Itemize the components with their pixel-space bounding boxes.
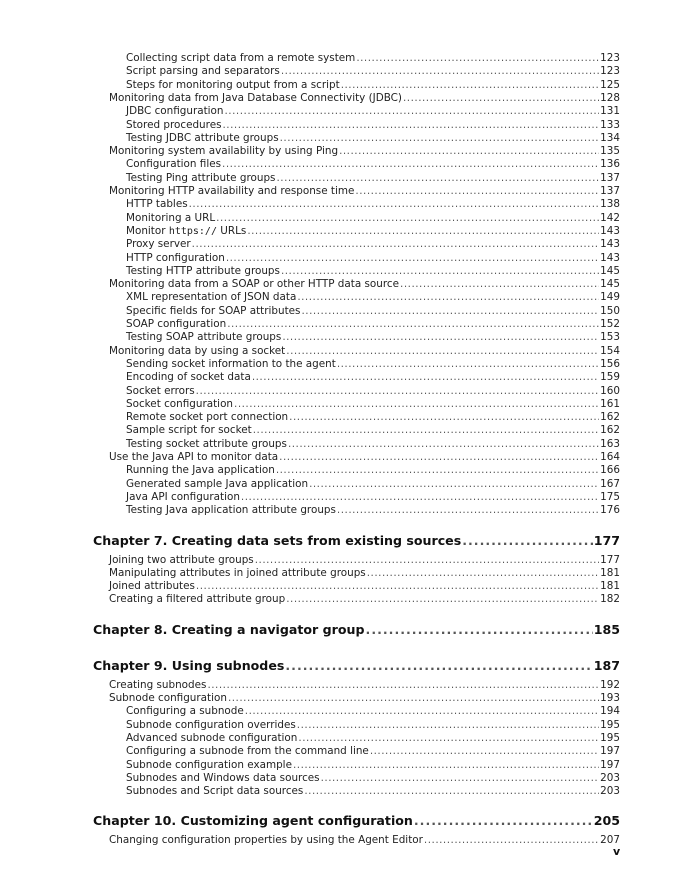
toc-entry-title: HTTP configuration [126, 251, 225, 264]
toc-leader-dots [192, 238, 599, 251]
toc-page-number: 123 [600, 65, 620, 78]
toc-entry-title: Steps for monitoring output from a script [126, 78, 340, 91]
toc-entry[interactable] [109, 580, 620, 593]
toc-page-number: 156 [600, 357, 620, 370]
toc-page-number: 164 [600, 451, 620, 463]
toc-leader-dots [234, 398, 599, 411]
toc-leader-dots [196, 580, 599, 593]
toc-entry-title: Specific fields for SOAP attributes [126, 304, 301, 317]
toc-leader-dots [276, 172, 599, 185]
toc-page-number: 145 [600, 264, 620, 277]
toc-page-number: 149 [600, 291, 620, 304]
toc-page-number: 207 [600, 834, 620, 847]
toc-entry-title: Monitoring data from Java Database Connectivity (JDBC) [109, 91, 402, 104]
toc-leader-dots [288, 438, 599, 451]
toc-leader-dots [223, 119, 600, 132]
toc-entry-title: Monitoring data from a SOAP or other HTTP data source [109, 278, 400, 291]
toc-page-number: 162 [600, 424, 620, 437]
toc-page-number: 150 [600, 304, 620, 317]
toc-leader-dots [276, 464, 599, 477]
toc-entry-title: Testing HTTP attribute groups [126, 264, 280, 277]
toc-entry-title: Socket errors [126, 384, 195, 397]
toc-page-number: 136 [600, 158, 620, 171]
toc-leader-dots [339, 145, 599, 158]
toc-page-number: 145 [600, 278, 620, 291]
toc-entry-title: Joining two attribute groups [109, 553, 254, 566]
toc-entry-title: Sending socket information to the agent [126, 357, 336, 370]
toc-page-number: 137 [600, 171, 620, 184]
toc-leader-dots [297, 719, 599, 732]
toc-entry-title: Monitoring a URL [126, 211, 216, 224]
toc-entry[interactable] [126, 172, 620, 185]
toc-leader-dots [309, 478, 599, 491]
toc-entry[interactable] [109, 451, 620, 464]
toc-entry[interactable] [109, 554, 620, 567]
toc-entry-title: Configuration files [126, 158, 222, 171]
toc-page-number: 195 [600, 731, 620, 744]
toc-page-number: 133 [600, 118, 620, 131]
toc-leader-dots [189, 198, 600, 211]
toc-entry[interactable] [126, 371, 620, 384]
toc-entry[interactable] [109, 834, 620, 847]
toc-page-number: 181 [600, 580, 620, 593]
toc-leader-dots [366, 622, 593, 638]
toc-entry[interactable] [126, 358, 620, 371]
toc-leader-dots [226, 252, 599, 265]
toc-leader-dots [424, 834, 599, 847]
toc-leader-dots [282, 331, 599, 344]
toc-leader-dots [281, 65, 599, 78]
toc-entry[interactable] [126, 212, 620, 225]
toc-page-number: 134 [600, 131, 620, 144]
toc-page-number: 194 [600, 705, 620, 718]
toc-entry-title: Sample script for socket [126, 424, 252, 437]
toc-entry[interactable] [126, 65, 620, 78]
toc-entry[interactable] [126, 759, 620, 772]
toc-entry[interactable] [126, 119, 620, 132]
toc-leader-dots [281, 265, 599, 278]
toc-leader-dots [216, 212, 599, 225]
toc-entry[interactable] [126, 745, 620, 758]
toc-entry[interactable] [126, 305, 620, 318]
toc-entry-title: Subnodes and Windows data sources [126, 771, 320, 784]
toc-entry[interactable] [109, 185, 620, 198]
toc-entry-title: Monitoring HTTP availability and response time [109, 185, 355, 197]
page-number: v [613, 845, 621, 858]
toc-entry[interactable] [126, 411, 620, 424]
toc-entry-title: Configuring a subnode [126, 705, 244, 718]
toc-entry-title: Subnode configuration example [126, 758, 292, 771]
toc-entry-title: Testing Java application attribute groups [126, 504, 336, 517]
toc-entry[interactable] [126, 252, 620, 265]
toc-page-number: 154 [600, 344, 620, 357]
toc-entry-title: Java API configuration [126, 490, 240, 503]
toc-entry[interactable] [126, 772, 620, 785]
toc-entry[interactable] [109, 692, 620, 705]
toc-leader-dots [298, 732, 599, 745]
toc-entry[interactable] [126, 225, 620, 238]
toc-entry-title-suffix: URLs [216, 224, 247, 237]
toc-entry[interactable] [109, 679, 620, 692]
toc-entry[interactable] [126, 478, 620, 491]
toc-page-number: 185 [593, 621, 620, 637]
toc-page-number: 182 [600, 593, 620, 606]
toc-leader-dots [286, 345, 599, 358]
toc-entry[interactable] [126, 198, 620, 211]
toc-entry-title: HTTP tables [126, 198, 188, 211]
toc-leader-dots [245, 705, 599, 718]
toc-entry[interactable] [126, 331, 620, 344]
toc-entry-title: Creating a filtered attribute group [109, 593, 286, 606]
toc-leader-dots [225, 105, 600, 118]
toc-entry-title: JDBC configuration [126, 105, 224, 118]
toc-entry-title: Testing Ping attribute groups [126, 171, 276, 184]
toc-page-number: 167 [600, 477, 620, 490]
toc-entry-title: Remote socket port connection [126, 411, 289, 424]
toc-page-number: 128 [600, 91, 620, 104]
toc-entry-title: SOAP configuration [126, 318, 227, 330]
toc-page-number: 203 [600, 785, 620, 798]
toc-entry-title: Script parsing and separators [126, 65, 280, 78]
toc-entry[interactable] [109, 345, 620, 358]
toc-entry[interactable] [126, 132, 620, 145]
toc-entry[interactable] [126, 438, 620, 451]
toc-leader-dots [355, 185, 599, 198]
toc-page-number: 131 [600, 105, 620, 118]
toc-leader-dots [304, 785, 599, 798]
toc-leader-dots [297, 291, 599, 304]
toc-page-number: 166 [600, 464, 620, 477]
toc-leader-dots [207, 679, 599, 692]
toc-page-number: 161 [600, 397, 620, 410]
toc-page-number: 192 [600, 678, 620, 691]
toc-leader-dots [301, 305, 599, 318]
toc-leader-dots [228, 692, 599, 705]
toc-entry-title: Chapter 9. Using subnodes [93, 657, 285, 673]
toc-leader-dots [341, 79, 599, 92]
toc-entry-title: Manipulating attributes in joined attribute groups [109, 566, 366, 579]
toc-leader-dots [227, 318, 599, 331]
toc-entry-title: Monitoring system availability by using Ping [109, 145, 339, 158]
toc-entry[interactable] [126, 158, 620, 171]
toc-page-number: 163 [600, 437, 620, 450]
toc-leader-dots [285, 658, 592, 674]
toc-entry-title: Chapter 10. Customizing agent configuration [93, 813, 413, 829]
toc-entry[interactable] [126, 318, 620, 331]
toc-chapter-entry[interactable] [93, 813, 620, 829]
toc-page-number: 177 [600, 553, 620, 566]
toc-entry-title: Stored procedures [126, 118, 222, 131]
toc-page-number: 177 [593, 532, 620, 548]
toc-entry-title: Changing configuration properties by using the Agent Editor [109, 834, 423, 847]
toc-entry[interactable] [126, 504, 620, 517]
toc-page-number: 195 [600, 718, 620, 731]
toc-entry-title-code: https:// [168, 225, 217, 237]
toc-leader-dots [253, 424, 599, 437]
toc-leader-dots [222, 158, 599, 171]
toc-page-number: 153 [600, 331, 620, 344]
toc-entry-title: Configuring a subnode from the command line [126, 745, 369, 758]
toc-entry[interactable] [126, 732, 620, 745]
toc-page-number: 162 [600, 411, 620, 424]
toc-entry-title: XML representation of JSON data [126, 291, 297, 304]
toc-entry-title: Creating subnodes [109, 678, 207, 691]
toc-page-number: 193 [600, 692, 620, 704]
toc-entry-title: Testing SOAP attribute groups [126, 331, 282, 344]
toc-page-number: 142 [600, 211, 620, 224]
toc-entry-title: Encoding of socket data [126, 371, 251, 384]
toc-leader-dots [414, 813, 593, 829]
toc-entry[interactable] [126, 464, 620, 477]
toc-leader-dots [255, 554, 599, 567]
toc-leader-dots [247, 225, 599, 238]
toc-leader-dots [196, 385, 600, 398]
toc-leader-dots [337, 358, 599, 371]
toc-entry[interactable] [126, 424, 620, 437]
toc-page-number: 143 [600, 224, 620, 237]
toc-entry-title [126, 225, 246, 238]
toc-entry-title: Testing socket attribute groups [126, 437, 287, 450]
toc-page-number: 197 [600, 745, 620, 758]
toc-page-number: 197 [600, 758, 620, 771]
toc-leader-dots [293, 759, 599, 772]
toc-page-number: 137 [600, 185, 620, 197]
toc-entry[interactable] [109, 92, 620, 105]
toc-page-number: 176 [600, 504, 620, 517]
toc-page-number: 123 [600, 52, 620, 64]
toc-page-number: 181 [600, 566, 620, 579]
toc-entry-title: Chapter 7. Creating data sets from existing sources [93, 532, 462, 548]
toc-entry[interactable] [109, 567, 620, 580]
toc-leader-dots [337, 504, 599, 517]
toc-leader-dots [367, 567, 599, 580]
toc-entry-title: Joined attributes [109, 580, 195, 593]
toc-entry[interactable] [126, 785, 620, 798]
toc-page-number: 205 [593, 813, 620, 829]
toc-entry[interactable] [126, 719, 620, 732]
toc-entry-title: Socket configuration [126, 397, 234, 410]
toc-page-number: 135 [600, 145, 620, 158]
toc-leader-dots [252, 371, 599, 384]
toc-leader-dots [356, 52, 599, 65]
toc-page-number: 143 [600, 251, 620, 264]
toc-page-number: 152 [600, 318, 620, 330]
toc-page-number: 175 [600, 490, 620, 503]
toc-page-number: 187 [593, 657, 620, 673]
toc-entry-title: Testing JDBC attribute groups [126, 131, 279, 144]
toc-leader-dots [462, 533, 592, 549]
toc-page-number: 143 [600, 238, 620, 251]
toc-page-number: 138 [600, 198, 620, 211]
toc-entry[interactable] [126, 385, 620, 398]
toc-page-number: 160 [600, 384, 620, 397]
toc-page-number: 159 [600, 371, 620, 384]
toc-entry[interactable] [126, 398, 620, 411]
toc-entry-title: Subnode configuration overrides [126, 718, 296, 731]
toc-chapter-entry[interactable] [93, 533, 620, 549]
toc-entry-title: Generated sample Java application [126, 477, 309, 490]
toc-entry-title: Subnode configuration [109, 692, 227, 704]
toc-leader-dots [370, 745, 599, 758]
toc-leader-dots [280, 132, 600, 145]
toc-entry-title: Subnodes and Script data sources [126, 785, 304, 798]
toc-entry[interactable] [126, 52, 620, 65]
toc-entry-title: Collecting script data from a remote system [126, 52, 356, 64]
toc-entry[interactable] [126, 79, 620, 92]
toc-chapter-entry[interactable] [93, 622, 620, 638]
toc-entry[interactable] [126, 291, 620, 304]
toc-entry-title: Advanced subnode configuration [126, 731, 298, 744]
toc-chapter-entry[interactable] [93, 658, 620, 674]
toc-leader-dots [400, 278, 599, 291]
toc-entry[interactable] [109, 145, 620, 158]
toc-entry[interactable] [109, 593, 620, 606]
toc-leader-dots [279, 451, 599, 464]
toc-entry-title: Use the Java API to monitor data [109, 451, 279, 463]
toc-leader-dots [321, 772, 600, 785]
toc-entry-title: Chapter 8. Creating a navigator group [93, 621, 365, 637]
toc-entry-title: Running the Java application [126, 464, 275, 477]
toc-leader-dots [241, 491, 599, 504]
toc-entry-title-prefix: Monitor [126, 224, 169, 237]
toc-entry[interactable] [126, 105, 620, 118]
toc-entry[interactable] [126, 491, 620, 504]
toc-entry[interactable] [126, 265, 620, 278]
toc-leader-dots [403, 92, 599, 105]
toc-entry[interactable] [126, 238, 620, 251]
toc-page-number: 203 [600, 771, 620, 784]
toc-entry-title: Proxy server [126, 238, 191, 251]
toc-page-number: 125 [600, 78, 620, 91]
toc-leader-dots [286, 593, 599, 606]
toc-entry-title: Monitoring data by using a socket [109, 344, 286, 357]
toc-entry[interactable] [126, 705, 620, 718]
toc-entry[interactable] [109, 278, 620, 291]
toc-leader-dots [289, 411, 599, 424]
